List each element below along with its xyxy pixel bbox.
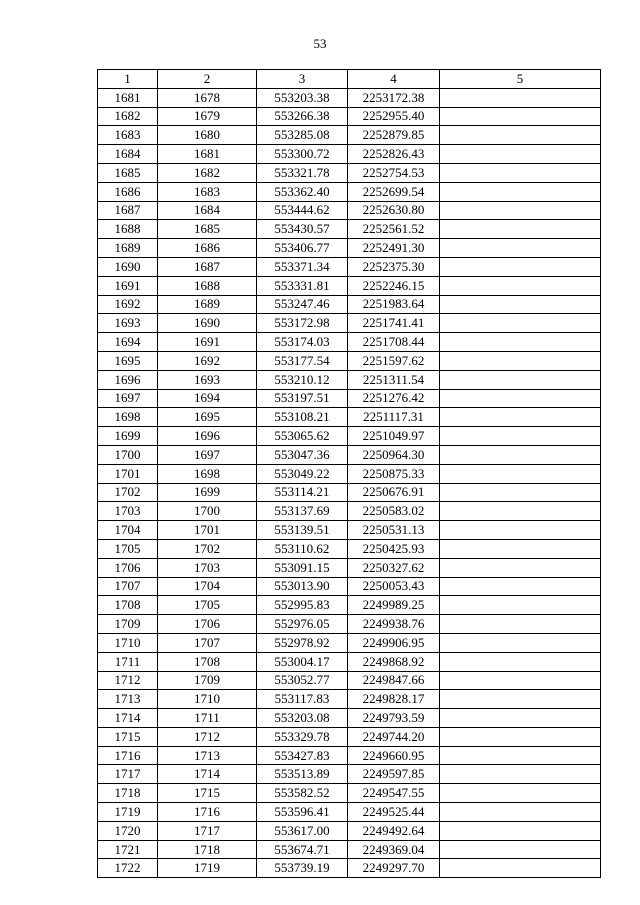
table-cell: 2250531.13	[348, 521, 440, 540]
table-cell	[440, 521, 601, 540]
table-cell: 2253172.38	[348, 88, 440, 107]
table-cell	[440, 107, 601, 126]
table-cell: 1714	[158, 765, 257, 784]
table-cell: 2251708.44	[348, 333, 440, 352]
table-cell: 1711	[158, 709, 257, 728]
table-cell	[440, 257, 601, 276]
table-cell: 1705	[158, 596, 257, 615]
table-cell: 2249492.64	[348, 821, 440, 840]
table-cell	[440, 633, 601, 652]
table-cell: 553321.78	[257, 163, 348, 182]
table-cell: 553329.78	[257, 727, 348, 746]
table-cell: 2252955.40	[348, 107, 440, 126]
table-cell: 553406.77	[257, 239, 348, 258]
table-cell: 1694	[158, 389, 257, 408]
table-body	[98, 88, 601, 877]
table-cell	[440, 596, 601, 615]
table-cell	[440, 145, 601, 164]
table-cell: 1686	[98, 182, 158, 201]
table-row	[98, 464, 601, 483]
table-cell: 1708	[158, 652, 257, 671]
table-cell: 552978.92	[257, 633, 348, 652]
table-cell: 553203.38	[257, 88, 348, 107]
table-cell: 553047.36	[257, 445, 348, 464]
table-cell: 1708	[98, 596, 158, 615]
table-cell: 2251311.54	[348, 370, 440, 389]
table-cell: 1706	[158, 615, 257, 634]
table-cell: 1696	[98, 370, 158, 389]
table-cell	[440, 727, 601, 746]
table-cell: 553247.46	[257, 295, 348, 314]
table-row	[98, 483, 601, 502]
table-cell	[440, 182, 601, 201]
table-row	[98, 88, 601, 107]
table-cell	[440, 427, 601, 446]
table-cell	[440, 370, 601, 389]
table-cell: 2249369.04	[348, 840, 440, 859]
table-row	[98, 558, 601, 577]
page-number: 53	[313, 36, 327, 51]
table-cell: 2250053.43	[348, 577, 440, 596]
table-cell: 2250327.62	[348, 558, 440, 577]
table-cell: 553203.08	[257, 709, 348, 728]
table-cell: 1700	[158, 502, 257, 521]
table-cell: 1709	[158, 671, 257, 690]
table-row	[98, 220, 601, 239]
table-cell: 1716	[98, 746, 158, 765]
table-cell: 2249828.17	[348, 690, 440, 709]
table-cell: 2251049.97	[348, 427, 440, 446]
table-cell: 2249906.95	[348, 633, 440, 652]
table-cell: 2250583.02	[348, 502, 440, 521]
table-cell: 553013.90	[257, 577, 348, 596]
table-row	[98, 840, 601, 859]
table-cell: 2251741.41	[348, 314, 440, 333]
table-cell	[440, 483, 601, 502]
table-cell: 2249660.95	[348, 746, 440, 765]
table-cell	[440, 445, 601, 464]
table-cell: 2249989.25	[348, 596, 440, 615]
table-cell: 1718	[158, 840, 257, 859]
table-cell: 553177.54	[257, 351, 348, 370]
table-cell: 1710	[158, 690, 257, 709]
table-cell	[440, 163, 601, 182]
table-cell	[440, 652, 601, 671]
table-cell: 553137.69	[257, 502, 348, 521]
table-cell: 1709	[98, 615, 158, 634]
table-cell: 552995.83	[257, 596, 348, 615]
table-cell: 1681	[98, 88, 158, 107]
table-cell: 1712	[98, 671, 158, 690]
table-cell: 2249297.70	[348, 859, 440, 878]
table-row	[98, 145, 601, 164]
table-cell: 2252826.43	[348, 145, 440, 164]
table-cell: 1690	[158, 314, 257, 333]
table-cell: 553285.08	[257, 126, 348, 145]
table-row	[98, 727, 601, 746]
table-cell	[440, 671, 601, 690]
table-cell: 1682	[158, 163, 257, 182]
table-cell	[440, 220, 601, 239]
table-cell: 553110.62	[257, 539, 348, 558]
table-cell: 1687	[158, 257, 257, 276]
table-row	[98, 389, 601, 408]
table-cell: 553052.77	[257, 671, 348, 690]
table-cell: 2252630.80	[348, 201, 440, 220]
table-cell	[440, 333, 601, 352]
table-cell: 2249938.76	[348, 615, 440, 634]
table-row	[98, 370, 601, 389]
column-header: 4	[348, 70, 440, 89]
table-cell: 1716	[158, 803, 257, 822]
table-cell: 1706	[98, 558, 158, 577]
table-cell: 1678	[158, 88, 257, 107]
table-row	[98, 596, 601, 615]
table-cell: 1713	[158, 746, 257, 765]
table-header-row	[98, 70, 601, 89]
table-row	[98, 821, 601, 840]
table-cell: 1710	[98, 633, 158, 652]
table-cell: 1692	[158, 351, 257, 370]
table-row	[98, 671, 601, 690]
table-cell: 2252879.85	[348, 126, 440, 145]
table-cell: 1711	[98, 652, 158, 671]
table-cell: 553210.12	[257, 370, 348, 389]
table-row	[98, 765, 601, 784]
table-cell: 2252491.30	[348, 239, 440, 258]
table-cell: 1701	[98, 464, 158, 483]
table-cell: 1693	[158, 370, 257, 389]
table-cell: 1697	[158, 445, 257, 464]
table-cell: 553427.83	[257, 746, 348, 765]
column-header: 3	[257, 70, 348, 89]
table-cell: 1719	[158, 859, 257, 878]
table-row	[98, 182, 601, 201]
table-row	[98, 257, 601, 276]
table-cell: 1704	[158, 577, 257, 596]
table-row	[98, 709, 601, 728]
table-cell: 553371.34	[257, 257, 348, 276]
table-cell: 1682	[98, 107, 158, 126]
table-cell: 553114.21	[257, 483, 348, 502]
table-cell: 2252375.30	[348, 257, 440, 276]
table-cell: 1686	[158, 239, 257, 258]
table-cell: 553331.81	[257, 276, 348, 295]
table-row	[98, 427, 601, 446]
table-cell	[440, 276, 601, 295]
table-cell: 1707	[98, 577, 158, 596]
table-cell: 2249868.92	[348, 652, 440, 671]
table-row	[98, 163, 601, 182]
table-cell: 553362.40	[257, 182, 348, 201]
table-cell: 1717	[98, 765, 158, 784]
table-cell: 1679	[158, 107, 257, 126]
table-cell: 1693	[98, 314, 158, 333]
table-cell	[440, 351, 601, 370]
table-cell: 1713	[98, 690, 158, 709]
table-cell: 1690	[98, 257, 158, 276]
table-cell: 2252246.15	[348, 276, 440, 295]
table-cell: 2251117.31	[348, 408, 440, 427]
table-cell: 1699	[158, 483, 257, 502]
table-cell: 553300.72	[257, 145, 348, 164]
table-row	[98, 803, 601, 822]
table-row	[98, 577, 601, 596]
table-cell: 2249793.59	[348, 709, 440, 728]
table-cell: 1707	[158, 633, 257, 652]
table-cell: 1695	[158, 408, 257, 427]
column-header: 2	[158, 70, 257, 89]
table-cell: 553430.57	[257, 220, 348, 239]
table-cell: 2250875.33	[348, 464, 440, 483]
table-row	[98, 690, 601, 709]
table-cell: 1685	[98, 163, 158, 182]
table-cell: 1703	[98, 502, 158, 521]
table-cell: 2250425.93	[348, 539, 440, 558]
table-cell: 553197.51	[257, 389, 348, 408]
table-cell: 1697	[98, 389, 158, 408]
table-cell	[440, 502, 601, 521]
table-cell	[440, 577, 601, 596]
table-cell: 553617.00	[257, 821, 348, 840]
table-cell: 553266.38	[257, 107, 348, 126]
table-cell: 1696	[158, 427, 257, 446]
table-cell: 1720	[98, 821, 158, 840]
table-cell: 553174.03	[257, 333, 348, 352]
table-cell: 1695	[98, 351, 158, 370]
table-cell	[440, 126, 601, 145]
column-header: 1	[98, 70, 158, 89]
table-cell	[440, 709, 601, 728]
table-cell: 553139.51	[257, 521, 348, 540]
table-cell: 1689	[98, 239, 158, 258]
table-row	[98, 633, 601, 652]
table-cell	[440, 239, 601, 258]
table-cell: 2251983.64	[348, 295, 440, 314]
table-row	[98, 314, 601, 333]
table-cell: 1685	[158, 220, 257, 239]
table-cell: 1688	[158, 276, 257, 295]
table-cell: 552976.05	[257, 615, 348, 634]
table-cell: 1680	[158, 126, 257, 145]
table-cell: 553172.98	[257, 314, 348, 333]
table-cell	[440, 615, 601, 634]
table-cell: 1722	[98, 859, 158, 878]
table-cell: 1719	[98, 803, 158, 822]
table-cell: 553091.15	[257, 558, 348, 577]
table-cell: 2252754.53	[348, 163, 440, 182]
table-row	[98, 201, 601, 220]
table-row	[98, 502, 601, 521]
table-cell: 553596.41	[257, 803, 348, 822]
table-row	[98, 126, 601, 145]
table-cell	[440, 821, 601, 840]
table-row	[98, 746, 601, 765]
table-cell: 1712	[158, 727, 257, 746]
table-cell: 1704	[98, 521, 158, 540]
table-cell: 1687	[98, 201, 158, 220]
table-cell: 2252699.54	[348, 182, 440, 201]
table-row	[98, 445, 601, 464]
table-cell: 2250964.30	[348, 445, 440, 464]
table-row	[98, 615, 601, 634]
table-cell: 1701	[158, 521, 257, 540]
table-cell	[440, 295, 601, 314]
table-cell: 1681	[158, 145, 257, 164]
table-row	[98, 239, 601, 258]
table-row	[98, 521, 601, 540]
table-cell: 1691	[158, 333, 257, 352]
table-cell: 1702	[98, 483, 158, 502]
table-row	[98, 408, 601, 427]
table-cell: 2249547.55	[348, 784, 440, 803]
table-cell: 1689	[158, 295, 257, 314]
table-cell: 1702	[158, 539, 257, 558]
table-cell	[440, 784, 601, 803]
table-cell	[440, 88, 601, 107]
table-cell: 1694	[98, 333, 158, 352]
table-cell	[440, 690, 601, 709]
table-cell: 1705	[98, 539, 158, 558]
table-cell: 553049.22	[257, 464, 348, 483]
table-row	[98, 539, 601, 558]
table-row	[98, 276, 601, 295]
table-cell	[440, 746, 601, 765]
table-cell: 1698	[158, 464, 257, 483]
table-cell	[440, 558, 601, 577]
table-cell: 553108.21	[257, 408, 348, 427]
table-cell: 553117.83	[257, 690, 348, 709]
table-cell: 553582.52	[257, 784, 348, 803]
table-cell: 1718	[98, 784, 158, 803]
table-cell: 2249744.20	[348, 727, 440, 746]
table-cell: 2249847.66	[348, 671, 440, 690]
table-cell: 553444.62	[257, 201, 348, 220]
table-row	[98, 652, 601, 671]
table-cell	[440, 201, 601, 220]
table-cell: 1703	[158, 558, 257, 577]
table-cell: 1688	[98, 220, 158, 239]
table-cell: 2251597.62	[348, 351, 440, 370]
table-row	[98, 859, 601, 878]
table-cell: 1714	[98, 709, 158, 728]
table-cell	[440, 859, 601, 878]
table-cell: 553513.89	[257, 765, 348, 784]
table-cell: 1692	[98, 295, 158, 314]
table-cell: 1683	[98, 126, 158, 145]
column-header: 5	[440, 70, 601, 89]
coordinates-table	[97, 69, 601, 878]
table-cell: 2249525.44	[348, 803, 440, 822]
table-cell	[440, 389, 601, 408]
table-row	[98, 295, 601, 314]
table-cell: 553004.17	[257, 652, 348, 671]
table-cell: 1715	[158, 784, 257, 803]
table-cell: 1721	[98, 840, 158, 859]
table-cell: 1698	[98, 408, 158, 427]
table-cell: 1700	[98, 445, 158, 464]
table-cell: 2250676.91	[348, 483, 440, 502]
table-cell: 1699	[98, 427, 158, 446]
table-cell: 1715	[98, 727, 158, 746]
table-cell: 553674.71	[257, 840, 348, 859]
table-cell: 2252561.52	[348, 220, 440, 239]
table-cell	[440, 840, 601, 859]
table-row	[98, 107, 601, 126]
table-cell	[440, 408, 601, 427]
table-cell	[440, 464, 601, 483]
table-cell	[440, 803, 601, 822]
table-cell	[440, 314, 601, 333]
table-cell	[440, 539, 601, 558]
table-cell: 2251276.42	[348, 389, 440, 408]
table-cell: 1684	[98, 145, 158, 164]
table-cell: 1684	[158, 201, 257, 220]
table-row	[98, 784, 601, 803]
table-cell	[440, 765, 601, 784]
table-cell: 1691	[98, 276, 158, 295]
table-cell: 2249597.85	[348, 765, 440, 784]
table-cell: 553739.19	[257, 859, 348, 878]
table-cell: 1683	[158, 182, 257, 201]
table-cell: 1717	[158, 821, 257, 840]
table-row	[98, 333, 601, 352]
table-cell: 553065.62	[257, 427, 348, 446]
table-row	[98, 351, 601, 370]
